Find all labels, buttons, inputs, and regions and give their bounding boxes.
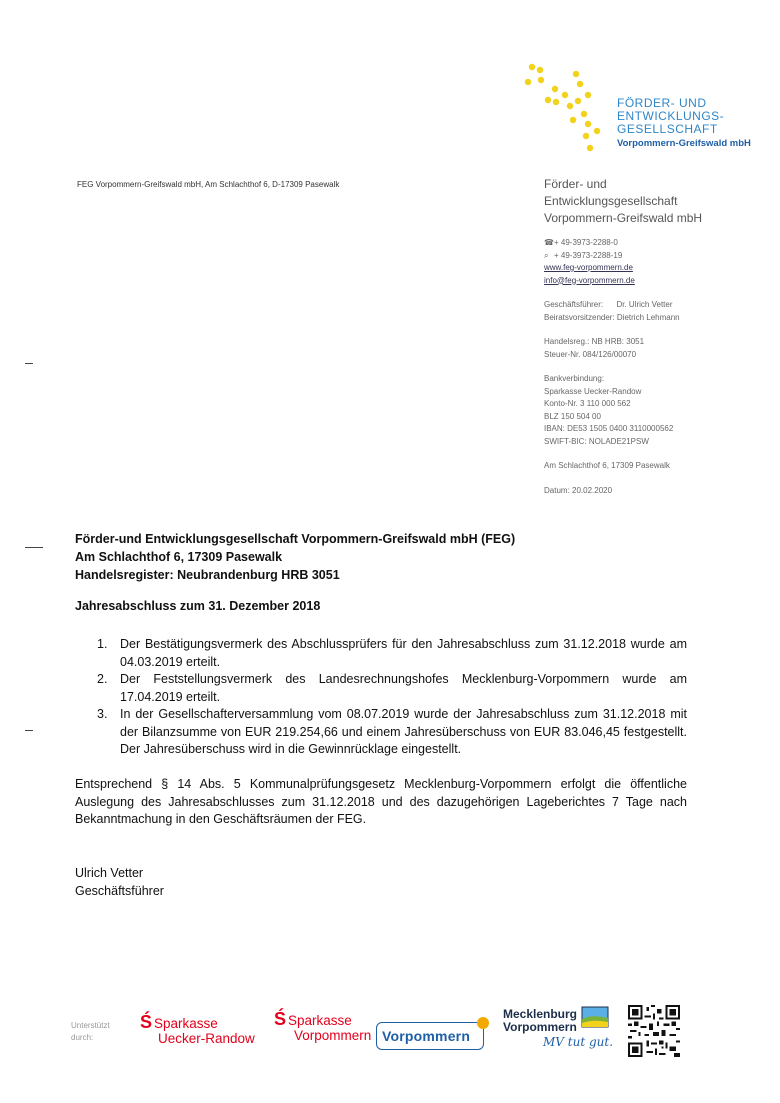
vorpommern-dot-icon	[477, 1017, 489, 1029]
letterhead-info	[544, 176, 764, 497]
vorpommern-logo	[376, 1022, 484, 1050]
signature-block	[75, 864, 164, 900]
fold-mark	[25, 363, 33, 364]
subject-line: Jahresabschluss zum 31. Dezember 2018	[75, 599, 321, 613]
numbered-list	[75, 636, 687, 759]
info-address: Am Schlachthof 6, 17309 Pasewalk	[544, 461, 670, 470]
sparkasse-uecker-randow-logo	[140, 1012, 255, 1046]
list-text: Der Bestätigungsvermerk des Abschlussprüfers für den Jahresabschluss zum 31.12.2018 wurde am 04.03.2019 erteilt.	[120, 637, 687, 669]
list-text: Der Feststellungsvermerk des Landesrechnungshofes Mecklenburg-Vorpommern wurde am 17.04.2019 erteilt.	[120, 672, 687, 704]
list-item	[75, 706, 687, 759]
logo-line-3: GESELLSCHAFT	[617, 122, 718, 136]
list-number: 3.	[97, 707, 108, 721]
list-number: 1.	[97, 637, 108, 651]
website-link[interactable]: www.feg-vorpommern.de	[544, 263, 633, 272]
qr-code-icon	[628, 1005, 680, 1057]
logo-line-2: ENTWICKLUNGS-	[617, 109, 725, 123]
board-chair: Beiratsvorsitzender: Dietrich Lehmann	[544, 312, 680, 322]
feg-logo-text	[617, 97, 751, 150]
fax-number: + 49-3973-2288-19	[554, 250, 623, 260]
recipient-line-3: Handelsregister: Neubrandenburg HRB 3051	[75, 568, 340, 582]
recipient-block	[75, 530, 515, 584]
register-number: Handelsreg.: NB HRB: 3051	[544, 337, 645, 346]
fold-mark-lower	[25, 730, 33, 731]
sparkasse2-line-2: Vorpommern	[294, 1028, 372, 1043]
supported-by-label	[71, 1020, 110, 1044]
signer-role: Geschäftsführer	[75, 884, 164, 898]
mv-line-1: Mecklenburg	[503, 1007, 578, 1021]
iban: IBAN: DE53 1505 0400 3110000562	[544, 424, 674, 433]
sparkasse-s-icon: Ś	[274, 1009, 287, 1029]
manager-label: Geschäftsführer:	[544, 300, 604, 309]
manager-name: Dr. Ulrich Vetter	[616, 300, 673, 309]
org-name-line-3: Vorpommern-Greifswald mbH	[544, 211, 703, 225]
list-item	[75, 671, 687, 706]
feg-logo-dots	[522, 62, 604, 154]
phone-number: + 49-3973-2288-0	[554, 238, 618, 247]
fax-icon: ⌕	[544, 250, 549, 260]
logo-line-1: FÖRDER- UND	[617, 96, 707, 110]
sparkasse1-line-1: Sparkasse	[154, 1016, 218, 1031]
org-name	[544, 176, 764, 227]
logo-line-4: Vorpommern-Greifswald mbH	[617, 138, 751, 149]
mv-slogan: MV tut gut.	[543, 1035, 614, 1049]
recipient-line-2: Am Schlachthof 6, 17309 Pasewalk	[75, 550, 283, 564]
phone-icon: ☎	[544, 238, 554, 247]
sparkasse2-line-1: Sparkasse	[288, 1013, 352, 1028]
supported-line-1: Unterstützt	[71, 1021, 110, 1030]
org-name-line-1: Förder- und	[544, 177, 607, 191]
list-text: In der Gesellschafterversammlung vom 08.07.2019 wurde der Jahresabschluss zum 31.12.2018 mit der Bilanzsumme von EUR 219.254,66 und einem Jahresüberschuss von EUR 83.046,45 festgestellt. Der Jahresüberschuss wird in die Gewinnrücklage eingestellt.	[120, 707, 687, 756]
sender-line: FEG Vorpommern-Greifswald mbH, Am Schlachthof 6, D-17309 Pasewalk	[77, 180, 340, 189]
sparkasse-s-icon: Ś	[140, 1012, 153, 1032]
bank-label: Bankverbindung:	[544, 374, 605, 383]
mv-line-2: Vorpommern	[503, 1020, 577, 1034]
blz: BLZ 150 504 00	[544, 411, 601, 421]
signer-name: Ulrich Vetter	[75, 866, 144, 880]
mv-landscape-icon	[581, 1006, 609, 1028]
publication-paragraph: Entsprechend § 14 Abs. 5 Kommunalprüfungsgesetz Mecklenburg-Vorpommern erfolgt die öffentliche Auslegung des Jahresabschlusses zum 31.12.2018 und des dazugehörigen Lageberichtes 7 Tage nach Bekanntmachung in den Geschäftsräumen der FEG.	[75, 777, 687, 826]
sparkasse-vorpommern-logo	[274, 1009, 372, 1043]
sparkasse1-line-2: Uecker-Randow	[158, 1031, 255, 1046]
account-number: Konto-Nr. 3 110 000 562	[544, 399, 631, 408]
bic: SWIFT-BIC: NOLADE21PSW	[544, 436, 649, 446]
supported-line-2: durch:	[71, 1033, 94, 1042]
org-name-line-2: Entwicklungsgesellschaft	[544, 194, 678, 208]
recipient-line-1: Förder-und Entwicklungsgesellschaft Vorpommern-Greifswald mbH (FEG)	[75, 532, 516, 546]
list-item	[75, 636, 687, 671]
list-number: 2.	[97, 672, 108, 686]
vorpommern-logo-text: Vorpommern	[382, 1028, 471, 1044]
tax-number: Steuer-Nr. 084/126/00070	[544, 349, 637, 359]
email-link[interactable]: info@feg-vorpommern.de	[544, 275, 635, 285]
bank-name: Sparkasse Uecker-Randow	[544, 386, 642, 396]
punch-mark	[25, 547, 43, 548]
letter-date: Datum: 20.02.2020	[544, 485, 613, 495]
